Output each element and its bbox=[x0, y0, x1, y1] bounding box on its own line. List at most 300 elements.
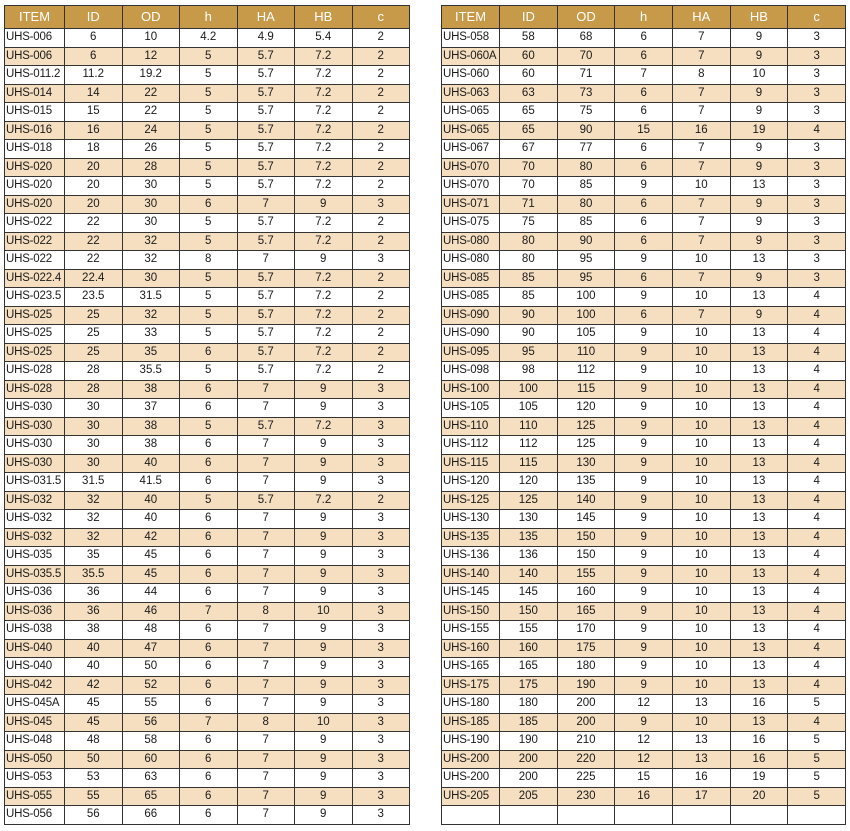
cell-c: 3 bbox=[788, 29, 846, 48]
table-row bbox=[5, 510, 410, 529]
cell-od: 24 bbox=[122, 121, 180, 140]
cell-h: 5 bbox=[180, 232, 238, 251]
cell-h: 9 bbox=[615, 325, 673, 344]
cell-od: 26 bbox=[122, 140, 180, 159]
spec-table-left bbox=[4, 5, 410, 825]
cell-hb: 9 bbox=[295, 639, 353, 658]
cell-h: 6 bbox=[180, 750, 238, 769]
table-row bbox=[5, 195, 410, 214]
cell-c: 4 bbox=[788, 621, 846, 640]
cell-item: UHS-105 bbox=[442, 399, 500, 418]
cell-ha: 5.7 bbox=[237, 343, 295, 362]
cell-id: 75 bbox=[500, 214, 558, 233]
cell-id: 20 bbox=[65, 158, 123, 177]
cell-item: UHS-011.2 bbox=[5, 66, 65, 85]
cell-c: 3 bbox=[352, 399, 410, 418]
table-row bbox=[5, 47, 410, 66]
cell-od: 66 bbox=[122, 806, 180, 825]
cell-ha: 7 bbox=[237, 769, 295, 788]
cell-h: 12 bbox=[615, 695, 673, 714]
cell-ha: 7 bbox=[672, 306, 730, 325]
table-row bbox=[442, 806, 846, 825]
cell-h: 4.2 bbox=[180, 29, 238, 48]
cell-ha: 5.7 bbox=[237, 177, 295, 196]
table-row bbox=[442, 417, 846, 436]
cell-c: 3 bbox=[352, 436, 410, 455]
table-row bbox=[5, 288, 410, 307]
cell-h: 5 bbox=[180, 362, 238, 381]
cell-hb: 13 bbox=[730, 362, 788, 381]
cell-od: 77 bbox=[557, 140, 615, 159]
cell-id: 70 bbox=[500, 158, 558, 177]
cell-id: 70 bbox=[500, 177, 558, 196]
cell-h: 6 bbox=[180, 639, 238, 658]
cell-od bbox=[557, 806, 615, 825]
table-row bbox=[5, 417, 410, 436]
cell-od: 200 bbox=[557, 713, 615, 732]
cell-ha: 7 bbox=[672, 214, 730, 233]
cell-id: 32 bbox=[65, 491, 123, 510]
cell-item: UHS-006 bbox=[5, 29, 65, 48]
cell-hb: 7.2 bbox=[295, 269, 353, 288]
table-row bbox=[442, 732, 846, 751]
cell-item: UHS-022 bbox=[5, 251, 65, 270]
cell-od: 68 bbox=[557, 29, 615, 48]
cell-item: UHS-070 bbox=[442, 158, 500, 177]
cell-ha: 5.7 bbox=[237, 288, 295, 307]
cell-c bbox=[788, 806, 846, 825]
cell-id: 14 bbox=[65, 84, 123, 103]
table-row bbox=[442, 177, 846, 196]
cell-id: 25 bbox=[65, 306, 123, 325]
header-id: ID bbox=[65, 6, 123, 29]
table-row bbox=[442, 343, 846, 362]
cell-od: 120 bbox=[557, 399, 615, 418]
cell-ha: 7 bbox=[672, 140, 730, 159]
cell-c: 2 bbox=[352, 362, 410, 381]
cell-item: UHS-045 bbox=[5, 713, 65, 732]
cell-item: UHS-015 bbox=[5, 103, 65, 122]
cell-item: UHS-115 bbox=[442, 454, 500, 473]
spec-table-right bbox=[441, 5, 846, 825]
table-row bbox=[5, 565, 410, 584]
cell-od: 75 bbox=[557, 103, 615, 122]
cell-h: 12 bbox=[615, 732, 673, 751]
cell-item: UHS-136 bbox=[442, 547, 500, 566]
cell-h: 16 bbox=[615, 787, 673, 806]
cell-hb: 9 bbox=[295, 436, 353, 455]
cell-id: 25 bbox=[65, 343, 123, 362]
cell-h: 6 bbox=[180, 769, 238, 788]
cell-id: 22 bbox=[65, 214, 123, 233]
cell-od: 135 bbox=[557, 473, 615, 492]
cell-hb: 10 bbox=[730, 66, 788, 85]
cell-od: 32 bbox=[122, 232, 180, 251]
cell-od: 31.5 bbox=[122, 288, 180, 307]
cell-od: 52 bbox=[122, 676, 180, 695]
header-od: OD bbox=[557, 6, 615, 29]
cell-h: 5 bbox=[180, 121, 238, 140]
cell-item: UHS-028 bbox=[5, 362, 65, 381]
spec-table-right-body bbox=[442, 29, 846, 825]
table-row bbox=[5, 454, 410, 473]
cell-id: 48 bbox=[65, 732, 123, 751]
cell-hb: 7.2 bbox=[295, 121, 353, 140]
cell-h: 5 bbox=[180, 214, 238, 233]
cell-item: UHS-014 bbox=[5, 84, 65, 103]
cell-c: 5 bbox=[788, 732, 846, 751]
cell-c: 4 bbox=[788, 547, 846, 566]
cell-c: 2 bbox=[352, 232, 410, 251]
cell-h: 9 bbox=[615, 436, 673, 455]
table-row bbox=[442, 325, 846, 344]
cell-od: 230 bbox=[557, 787, 615, 806]
cell-od: 150 bbox=[557, 528, 615, 547]
cell-hb: 9 bbox=[295, 547, 353, 566]
cell-item: UHS-065 bbox=[442, 121, 500, 140]
cell-hb bbox=[730, 806, 788, 825]
cell-c: 4 bbox=[788, 491, 846, 510]
cell-hb: 13 bbox=[730, 399, 788, 418]
cell-ha: 7 bbox=[237, 695, 295, 714]
cell-ha: 10 bbox=[672, 528, 730, 547]
cell-item: UHS-030 bbox=[5, 417, 65, 436]
table-row bbox=[442, 362, 846, 381]
cell-id: 22 bbox=[65, 232, 123, 251]
cell-c: 3 bbox=[352, 473, 410, 492]
cell-item: UHS-200 bbox=[442, 769, 500, 788]
cell-hb: 7.2 bbox=[295, 103, 353, 122]
cell-c: 4 bbox=[788, 713, 846, 732]
cell-c: 3 bbox=[352, 602, 410, 621]
cell-h: 9 bbox=[615, 454, 673, 473]
cell-c: 4 bbox=[788, 510, 846, 529]
cell-ha bbox=[672, 806, 730, 825]
cell-od: 200 bbox=[557, 695, 615, 714]
cell-h: 9 bbox=[615, 399, 673, 418]
table-row bbox=[442, 269, 846, 288]
cell-ha: 10 bbox=[672, 658, 730, 677]
cell-hb: 13 bbox=[730, 417, 788, 436]
cell-h: 6 bbox=[180, 343, 238, 362]
cell-ha: 7 bbox=[237, 473, 295, 492]
cell-item: UHS-090 bbox=[442, 306, 500, 325]
cell-ha: 7 bbox=[237, 454, 295, 473]
cell-ha: 5.7 bbox=[237, 140, 295, 159]
table-row bbox=[5, 177, 410, 196]
cell-item: UHS-135 bbox=[442, 528, 500, 547]
cell-hb: 9 bbox=[295, 676, 353, 695]
cell-id: 85 bbox=[500, 288, 558, 307]
cell-ha: 7 bbox=[237, 806, 295, 825]
cell-item: UHS-063 bbox=[442, 84, 500, 103]
cell-h: 6 bbox=[180, 195, 238, 214]
cell-c: 3 bbox=[788, 177, 846, 196]
cell-id: 22 bbox=[65, 251, 123, 270]
table-row bbox=[442, 491, 846, 510]
cell-id: 150 bbox=[500, 602, 558, 621]
cell-item: UHS-020 bbox=[5, 177, 65, 196]
cell-c: 5 bbox=[788, 695, 846, 714]
cell-h: 6 bbox=[615, 195, 673, 214]
cell-id: 11.2 bbox=[65, 66, 123, 85]
cell-od: 150 bbox=[557, 547, 615, 566]
cell-c: 2 bbox=[352, 269, 410, 288]
cell-item: UHS-190 bbox=[442, 732, 500, 751]
cell-c: 2 bbox=[352, 214, 410, 233]
table-row bbox=[442, 510, 846, 529]
cell-c: 3 bbox=[352, 380, 410, 399]
cell-item: UHS-036 bbox=[5, 602, 65, 621]
cell-c: 4 bbox=[788, 454, 846, 473]
table-row bbox=[442, 695, 846, 714]
cell-hb: 13 bbox=[730, 676, 788, 695]
cell-od: 30 bbox=[122, 269, 180, 288]
table-row bbox=[442, 658, 846, 677]
cell-h: 15 bbox=[615, 121, 673, 140]
cell-ha: 7 bbox=[672, 29, 730, 48]
cell-c: 4 bbox=[788, 565, 846, 584]
cell-c: 2 bbox=[352, 121, 410, 140]
cell-h: 6 bbox=[180, 454, 238, 473]
cell-item: UHS-095 bbox=[442, 343, 500, 362]
cell-id: 98 bbox=[500, 362, 558, 381]
cell-id: 45 bbox=[65, 695, 123, 714]
cell-hb: 13 bbox=[730, 343, 788, 362]
cell-ha: 10 bbox=[672, 436, 730, 455]
cell-hb: 16 bbox=[730, 695, 788, 714]
cell-ha: 13 bbox=[672, 732, 730, 751]
cell-item: UHS-040 bbox=[5, 658, 65, 677]
table-row bbox=[442, 121, 846, 140]
cell-h: 6 bbox=[180, 787, 238, 806]
cell-ha: 13 bbox=[672, 750, 730, 769]
table-row bbox=[5, 732, 410, 751]
cell-od: 165 bbox=[557, 602, 615, 621]
cell-id: 38 bbox=[65, 621, 123, 640]
cell-ha: 7 bbox=[237, 621, 295, 640]
cell-c: 3 bbox=[352, 195, 410, 214]
table-row bbox=[442, 602, 846, 621]
cell-c: 2 bbox=[352, 140, 410, 159]
cell-id: 175 bbox=[500, 676, 558, 695]
cell-id: 32 bbox=[65, 510, 123, 529]
cell-hb: 20 bbox=[730, 787, 788, 806]
cell-c: 3 bbox=[788, 47, 846, 66]
cell-ha: 8 bbox=[237, 713, 295, 732]
cell-hb: 9 bbox=[295, 806, 353, 825]
cell-h: 8 bbox=[180, 251, 238, 270]
table-row bbox=[5, 806, 410, 825]
cell-id: 56 bbox=[65, 806, 123, 825]
cell-c: 3 bbox=[352, 621, 410, 640]
cell-od: 33 bbox=[122, 325, 180, 344]
cell-od: 115 bbox=[557, 380, 615, 399]
cell-hb: 9 bbox=[730, 214, 788, 233]
cell-id: 60 bbox=[500, 66, 558, 85]
cell-hb: 9 bbox=[295, 787, 353, 806]
cell-od: 35 bbox=[122, 343, 180, 362]
cell-item: UHS-020 bbox=[5, 158, 65, 177]
cell-od: 125 bbox=[557, 417, 615, 436]
cell-hb: 13 bbox=[730, 584, 788, 603]
cell-c: 3 bbox=[788, 84, 846, 103]
cell-item: UHS-040 bbox=[5, 639, 65, 658]
cell-hb: 13 bbox=[730, 454, 788, 473]
cell-h: 5 bbox=[180, 177, 238, 196]
cell-od: 220 bbox=[557, 750, 615, 769]
cell-ha: 5.7 bbox=[237, 417, 295, 436]
cell-od: 56 bbox=[122, 713, 180, 732]
cell-id: 6 bbox=[65, 47, 123, 66]
cell-item: UHS-075 bbox=[442, 214, 500, 233]
cell-hb: 9 bbox=[295, 658, 353, 677]
cell-h: 6 bbox=[180, 806, 238, 825]
table-row bbox=[442, 750, 846, 769]
cell-ha: 5.7 bbox=[237, 47, 295, 66]
cell-id: 165 bbox=[500, 658, 558, 677]
cell-c: 3 bbox=[352, 251, 410, 270]
cell-hb: 7.2 bbox=[295, 66, 353, 85]
cell-id: 67 bbox=[500, 140, 558, 159]
cell-od: 80 bbox=[557, 158, 615, 177]
cell-od: 58 bbox=[122, 732, 180, 751]
cell-hb: 13 bbox=[730, 288, 788, 307]
cell-h: 6 bbox=[180, 565, 238, 584]
cell-id: 80 bbox=[500, 232, 558, 251]
cell-item: UHS-032 bbox=[5, 491, 65, 510]
table-row bbox=[5, 713, 410, 732]
header-od: OD bbox=[122, 6, 180, 29]
cell-od: 100 bbox=[557, 288, 615, 307]
cell-od: 140 bbox=[557, 491, 615, 510]
cell-od: 42 bbox=[122, 528, 180, 547]
cell-hb: 19 bbox=[730, 121, 788, 140]
cell-c: 2 bbox=[352, 325, 410, 344]
cell-od: 85 bbox=[557, 214, 615, 233]
cell-ha: 7 bbox=[237, 565, 295, 584]
cell-h: 5 bbox=[180, 103, 238, 122]
cell-h: 6 bbox=[615, 214, 673, 233]
cell-item: UHS-080 bbox=[442, 251, 500, 270]
cell-h: 6 bbox=[180, 380, 238, 399]
cell-od: 90 bbox=[557, 232, 615, 251]
cell-od: 44 bbox=[122, 584, 180, 603]
cell-ha: 7 bbox=[672, 47, 730, 66]
cell-ha: 5.7 bbox=[237, 158, 295, 177]
table-row bbox=[442, 547, 846, 566]
cell-od: 50 bbox=[122, 658, 180, 677]
table-row bbox=[442, 306, 846, 325]
table-row bbox=[5, 306, 410, 325]
cell-h: 9 bbox=[615, 547, 673, 566]
cell-ha: 5.7 bbox=[237, 66, 295, 85]
cell-h: 5 bbox=[180, 417, 238, 436]
cell-id: 30 bbox=[65, 436, 123, 455]
cell-hb: 9 bbox=[730, 47, 788, 66]
cell-ha: 17 bbox=[672, 787, 730, 806]
cell-id: 180 bbox=[500, 695, 558, 714]
table-row bbox=[442, 565, 846, 584]
cell-id: 50 bbox=[65, 750, 123, 769]
cell-od: 35.5 bbox=[122, 362, 180, 381]
cell-id: 16 bbox=[65, 121, 123, 140]
cell-h: 5 bbox=[180, 140, 238, 159]
cell-hb: 7.2 bbox=[295, 343, 353, 362]
cell-ha: 5.7 bbox=[237, 306, 295, 325]
table-row bbox=[442, 251, 846, 270]
cell-h: 7 bbox=[180, 602, 238, 621]
cell-id: 25 bbox=[65, 325, 123, 344]
cell-item: UHS-053 bbox=[5, 769, 65, 788]
cell-ha: 7 bbox=[237, 658, 295, 677]
cell-item: UHS-055 bbox=[5, 787, 65, 806]
cell-c: 3 bbox=[352, 695, 410, 714]
cell-ha: 7 bbox=[672, 232, 730, 251]
cell-od: 28 bbox=[122, 158, 180, 177]
cell-ha: 7 bbox=[672, 158, 730, 177]
cell-item: UHS-058 bbox=[442, 29, 500, 48]
cell-h: 5 bbox=[180, 491, 238, 510]
cell-item: UHS-120 bbox=[442, 473, 500, 492]
cell-od: 160 bbox=[557, 584, 615, 603]
cell-id: 90 bbox=[500, 306, 558, 325]
cell-id: 136 bbox=[500, 547, 558, 566]
cell-id: 65 bbox=[500, 121, 558, 140]
cell-ha: 10 bbox=[672, 288, 730, 307]
cell-id: 130 bbox=[500, 510, 558, 529]
table-row bbox=[442, 676, 846, 695]
cell-item: UHS-071 bbox=[442, 195, 500, 214]
cell-hb: 13 bbox=[730, 621, 788, 640]
cell-ha: 7 bbox=[237, 676, 295, 695]
cell-ha: 10 bbox=[672, 454, 730, 473]
cell-hb: 7.2 bbox=[295, 47, 353, 66]
cell-item: UHS-045A bbox=[5, 695, 65, 714]
cell-ha: 7 bbox=[237, 750, 295, 769]
cell-hb: 9 bbox=[730, 195, 788, 214]
header-c: c bbox=[788, 6, 846, 29]
cell-item: UHS-065 bbox=[442, 103, 500, 122]
cell-h: 7 bbox=[180, 713, 238, 732]
table-row bbox=[5, 343, 410, 362]
cell-od: 80 bbox=[557, 195, 615, 214]
table-row bbox=[442, 29, 846, 48]
cell-ha: 10 bbox=[672, 602, 730, 621]
cell-c: 3 bbox=[352, 510, 410, 529]
cell-c: 2 bbox=[352, 288, 410, 307]
table-row bbox=[442, 528, 846, 547]
cell-hb: 9 bbox=[730, 103, 788, 122]
cell-h: 9 bbox=[615, 565, 673, 584]
cell-h: 6 bbox=[615, 84, 673, 103]
cell-hb: 7.2 bbox=[295, 158, 353, 177]
cell-c: 2 bbox=[352, 47, 410, 66]
cell-id: 30 bbox=[65, 454, 123, 473]
table-row bbox=[5, 399, 410, 418]
spec-table-left-body bbox=[5, 29, 410, 825]
cell-item: UHS-085 bbox=[442, 288, 500, 307]
table-row bbox=[5, 584, 410, 603]
cell-ha: 5.7 bbox=[237, 269, 295, 288]
cell-od: 95 bbox=[557, 251, 615, 270]
cell-h: 6 bbox=[180, 732, 238, 751]
cell-c: 3 bbox=[788, 103, 846, 122]
cell-ha: 7 bbox=[672, 84, 730, 103]
table-row bbox=[5, 621, 410, 640]
cell-c: 2 bbox=[352, 491, 410, 510]
cell-hb: 9 bbox=[295, 621, 353, 640]
